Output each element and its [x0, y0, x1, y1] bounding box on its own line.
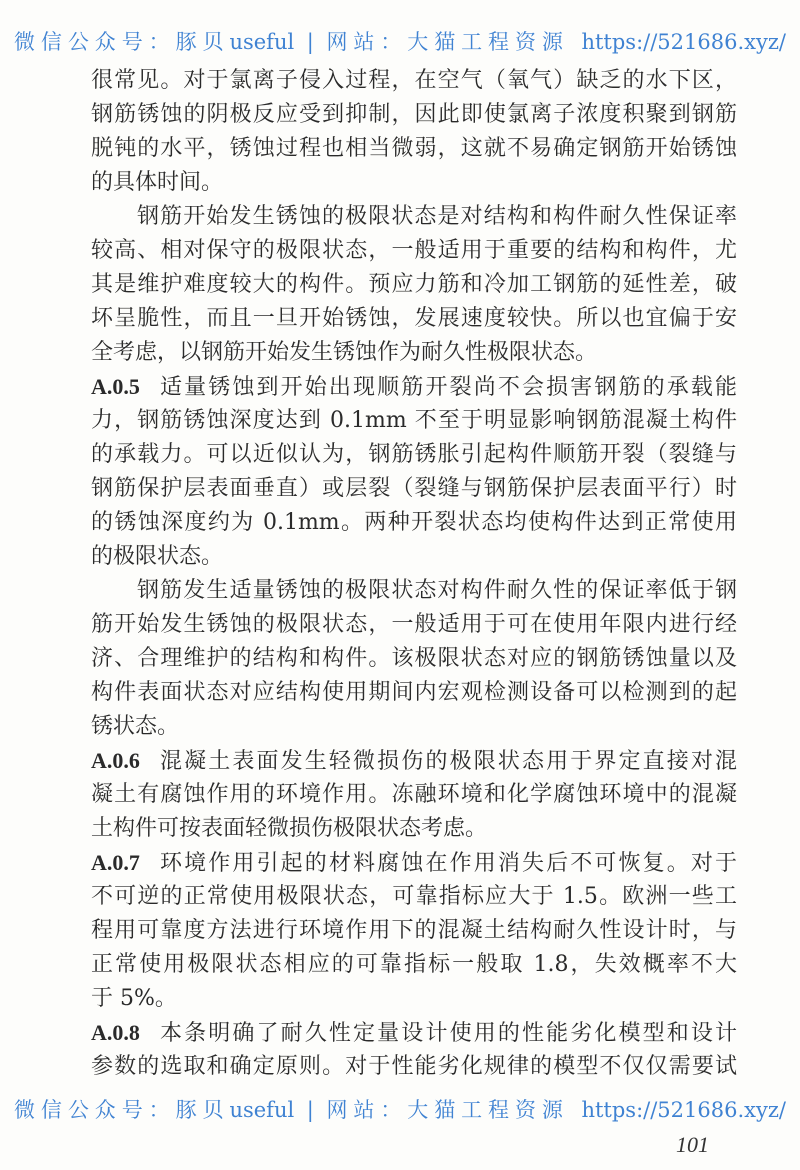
clause-number: A.0.5	[91, 374, 140, 399]
text-line	[91, 540, 737, 574]
line-text: 的锈蚀深度约为 0.1mm。两种开裂状态均使构件达到正常使用	[91, 510, 737, 535]
text-line	[91, 336, 737, 370]
text-line	[91, 1050, 737, 1084]
text-line	[91, 98, 737, 132]
text-line	[91, 710, 737, 744]
line-text: 全考虑，以钢筋开始发生锈蚀作为耐久性极限状态。	[91, 340, 598, 365]
line-text: 济、合理维护的结构和构件。该极限状态对应的钢筋锈蚀量以及	[91, 646, 737, 671]
line-text: 于 5%。	[91, 986, 177, 1011]
line-text: 环境作用引起的材料腐蚀在作用消失后不可恢复。对于	[157, 851, 737, 876]
text-line	[91, 880, 737, 914]
text-line	[91, 574, 737, 608]
line-text: 不可逆的正常使用极限状态，可靠指标应大于 1.5。欧洲一些工	[91, 884, 737, 909]
clause-line	[91, 744, 737, 778]
line-text: 适量锈蚀到开始出现顺筋开裂尚不会损害钢筋的承载能	[157, 375, 737, 400]
line-text: 力，钢筋锈蚀深度达到 0.1mm 不至于明显影响钢筋混凝土构件	[91, 408, 737, 433]
line-text: 钢筋开始发生锈蚀的极限状态是对结构和构件耐久性保证率	[137, 204, 737, 229]
line-text: 较高、相对保守的极限状态，一般适用于重要的结构和构件，尤	[91, 238, 737, 263]
line-text: 本条明确了耐久性定量设计使用的性能劣化模型和设计	[157, 1021, 737, 1046]
text-line	[91, 302, 737, 336]
line-text: 混凝土表面发生轻微损伤的极限状态用于界定直接对混	[157, 749, 737, 774]
text-line	[91, 64, 737, 98]
text-line	[91, 132, 737, 166]
text-line	[91, 982, 737, 1016]
line-text: 钢筋锈蚀的阴极反应受到抑制，因此即使氯离子浓度积聚到钢筋	[91, 102, 737, 127]
line-text: 钢筋保护层表面垂直）或层裂（裂缝与钢筋保护层表面平行）时	[91, 476, 737, 501]
line-text: 的极限状态。	[91, 544, 224, 569]
line-text: 很常见。对于氯离子侵入过程，在空气（氧气）缺乏的水下区，	[91, 68, 737, 93]
text-line	[91, 166, 737, 200]
text-line	[91, 948, 737, 982]
text-line	[91, 438, 737, 472]
line-text: 土构件可按表面轻微损伤极限状态考虑。	[91, 816, 488, 841]
watermark-top: 微信公众号：豚贝useful | 网站：大猫工程资源 https://521686.xyz/	[14, 30, 786, 54]
watermark-bottom: 微信公众号：豚贝useful | 网站：大猫工程资源 https://521686.xyz/	[14, 1098, 786, 1122]
clause-number: A.0.6	[91, 748, 140, 773]
line-text: 脱钝的水平，锈蚀过程也相当微弱，这就不易确定钢筋开始锈蚀	[91, 136, 737, 161]
text-line	[91, 914, 737, 948]
clause-line	[91, 1016, 737, 1050]
page-number: 101	[676, 1132, 709, 1157]
text-line	[91, 234, 737, 268]
line-text: 凝土有腐蚀作用的环境作用。冻融环境和化学腐蚀环境中的混凝	[91, 782, 737, 807]
line-text: 钢筋发生适量锈蚀的极限状态对构件耐久性的保证率低于钢	[137, 578, 737, 603]
line-text: 的具体时间。	[91, 170, 224, 195]
text-line	[91, 642, 737, 676]
text-line	[91, 608, 737, 642]
text-line	[91, 506, 737, 540]
line-text: 锈状态。	[91, 714, 180, 739]
clause-number: A.0.8	[91, 1020, 140, 1045]
text-line	[91, 268, 737, 302]
line-text: 构件表面状态对应结构使用期间内宏观检测设备可以检测到的起	[91, 680, 737, 705]
line-text: 程用可靠度方法进行环境作用下的混凝土结构耐久性设计时，与	[91, 918, 737, 943]
line-text: 的承载力。可以近似认为，钢筋锈胀引起构件顺筋开裂（裂缝与	[91, 442, 737, 467]
line-text: 坏呈脆性，而且一旦开始锈蚀，发展速度较快。所以也宜偏于安	[91, 306, 737, 331]
clause-line	[91, 846, 737, 880]
text-line	[91, 676, 737, 710]
clause-number: A.0.7	[91, 850, 140, 875]
text-line	[91, 812, 737, 846]
clause-line	[91, 370, 737, 404]
text-line	[91, 200, 737, 234]
line-text: 正常使用极限状态相应的可靠指标一般取 1.8，失效概率不大	[91, 952, 737, 977]
text-line	[91, 778, 737, 812]
line-text: 参数的选取和确定原则。对于性能劣化规律的模型不仅仅需要试	[91, 1054, 737, 1079]
text-line	[91, 472, 737, 506]
line-text: 其是维护难度较大的构件。预应力筋和冷加工钢筋的延性差，破	[91, 272, 737, 297]
line-text: 筋开始发生锈蚀的极限状态，一般适用于可在使用年限内进行经	[91, 612, 737, 637]
text-line	[91, 404, 737, 438]
